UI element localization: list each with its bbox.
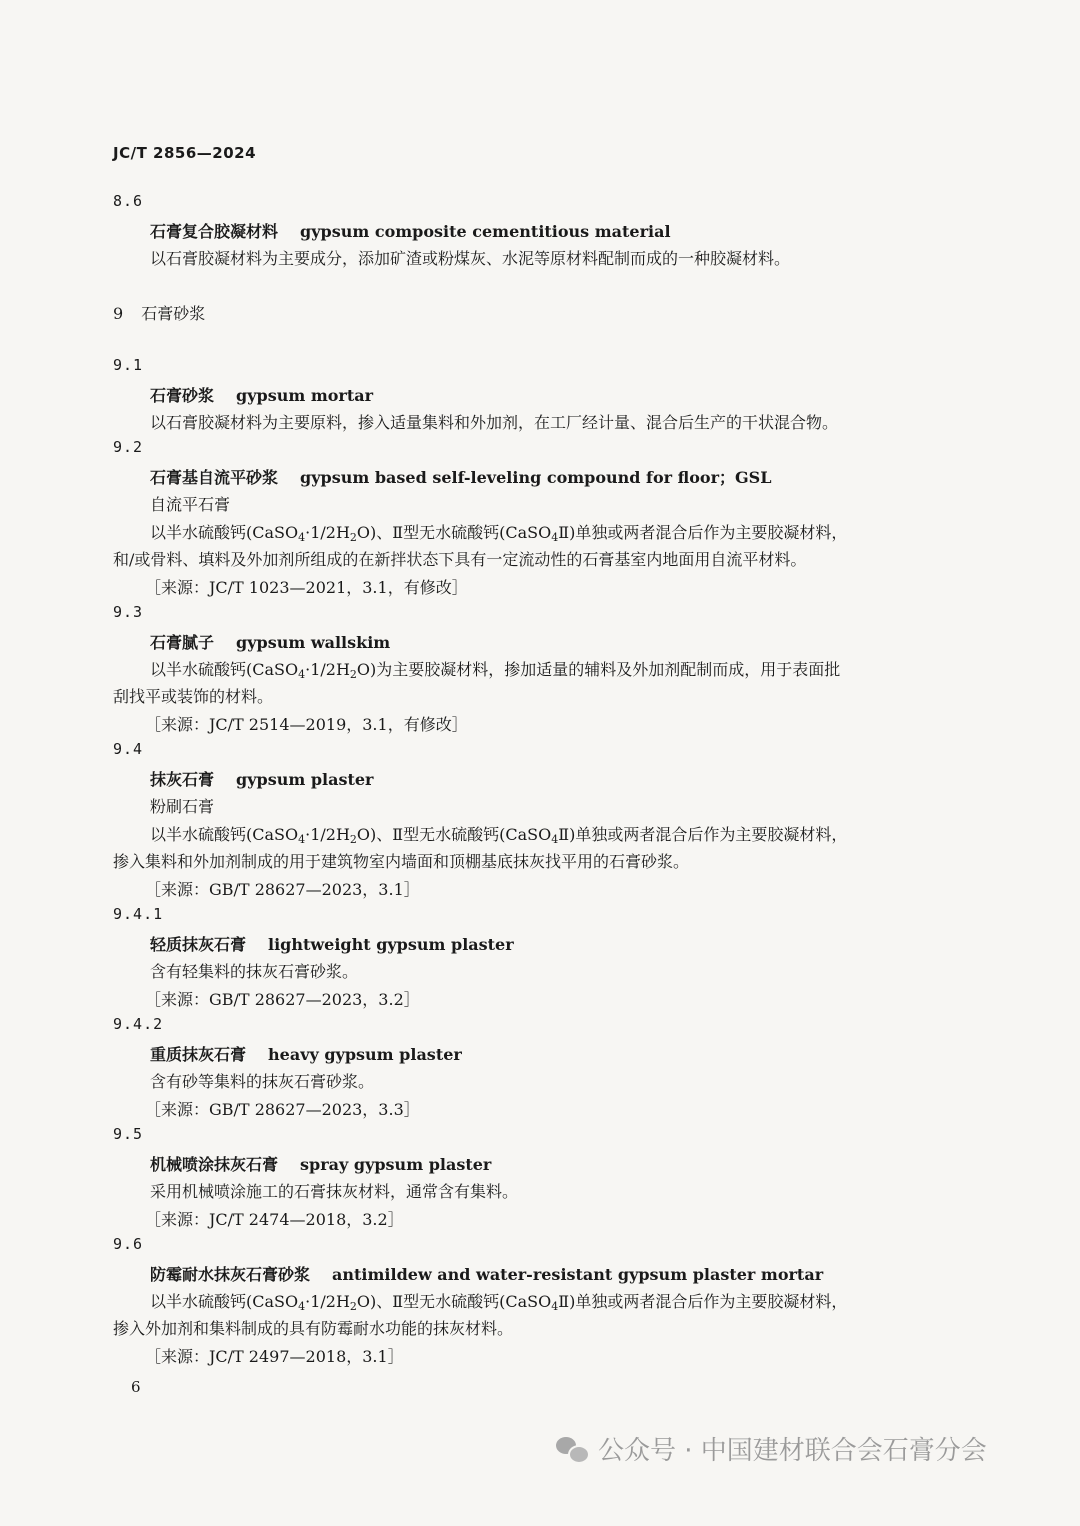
definition-line-1: 以半水硫酸钙$(CaSO_4\cdot 1/2H_2O)$、Ⅱ型无水硫酸钙(CaSO$_4$Ⅱ)单独或两者混合后作为主要胶凝材料，	[150, 523, 848, 544]
term-heading	[150, 1262, 823, 1285]
clause-number: 9.6	[113, 1235, 144, 1253]
term-heading	[150, 630, 390, 653]
definition: 以石膏胶凝材料为主要成分，添加矿渣或粉煤灰、水泥等原材料配制而成的一种胶凝材料。	[150, 249, 791, 268]
definition-line-2: 掺入外加剂和集料制成的具有防霉耐水功能的抹灰材料。	[113, 1319, 514, 1338]
definition-line-2: 掺入集料和外加剂制成的用于建筑物室内墙面和顶棚基底抹灰找平用的石膏砂浆。	[113, 852, 690, 871]
definition-line-1: 以半水硫酸钙$(CaSO_4\cdot 1/2H_2O)$、Ⅱ型无水硫酸钙(CaSO$_4$Ⅱ)单独或两者混合后作为主要胶凝材料，	[150, 825, 848, 846]
term-cn: 机械喷涂抹灰石膏	[150, 1155, 279, 1174]
page-number: 6	[131, 1378, 141, 1396]
watermark	[556, 1430, 987, 1467]
term-cn: 轻质抹灰石膏	[150, 935, 247, 954]
term-en: gypsum composite cementitious material	[300, 222, 671, 241]
term-en: gypsum based self-leveling compound for floor；GSL	[300, 468, 772, 487]
term-cn: 石膏复合胶凝材料	[150, 222, 279, 241]
term-cn: 石膏砂浆	[150, 386, 215, 405]
watermark-text: 公众号 · 中国建材联合会石膏分会	[598, 1436, 987, 1466]
term-en: gypsum wallskim	[236, 633, 391, 652]
term-en: heavy gypsum plaster	[268, 1045, 462, 1064]
source-note: ［来源：GB/T 28627—2023，3.2］	[145, 990, 420, 1009]
clause-number: 9.4.2	[113, 1015, 164, 1033]
source-note: ［来源：GB/T 28627—2023，3.1］	[145, 880, 420, 899]
term-en: antimildew and water-resistant gypsum plaster mortar	[332, 1265, 824, 1284]
source-note: ［来源：JC/T 2514—2019，3.1，有修改］	[145, 715, 468, 734]
term-heading	[150, 219, 671, 242]
definition: 以石膏胶凝材料为主要原料，掺入适量集料和外加剂，在工厂经计量、混合后生产的干状混合物。	[150, 413, 839, 432]
term-en: spray gypsum plaster	[300, 1155, 492, 1174]
definition: 含有轻集料的抹灰石膏砂浆。	[150, 962, 359, 981]
definition-line-2: 和/或骨料、填料及外加剂所组成的在新拌状态下具有一定流动性的石膏基室内地面用自流平材料。	[113, 550, 807, 569]
term-cn: 抹灰石膏	[150, 770, 215, 789]
standard-code: JC/T 2856—2024	[113, 144, 257, 162]
clause-number: 8.6	[113, 192, 144, 210]
term-cn: 防霉耐水抹灰石膏砂浆	[150, 1265, 311, 1284]
source-note: ［来源：JC/T 2474—2018，3.2］	[145, 1210, 404, 1229]
section-title: 石膏砂浆	[141, 304, 206, 323]
wechat-icon	[556, 1435, 588, 1463]
clause-number: 9.5	[113, 1125, 144, 1143]
term-cn: 石膏腻子	[150, 633, 215, 652]
definition-line-1: 以半水硫酸钙$(CaSO_4\cdot 1/2H_2O)$、Ⅱ型无水硫酸钙(CaSO$_4$Ⅱ)单独或两者混合后作为主要胶凝材料，	[150, 1292, 848, 1313]
source-note: ［来源：JC/T 1023—2021，3.1，有修改］	[145, 578, 468, 597]
definition-line-2: 刮找平或装饰的材料。	[113, 687, 274, 706]
term-en: lightweight gypsum plaster	[268, 935, 514, 954]
section-heading	[113, 301, 205, 324]
term-heading	[150, 465, 772, 488]
source-note: ［来源：GB/T 28627—2023，3.3］	[145, 1100, 420, 1119]
section-number: 9	[113, 304, 124, 323]
term-heading	[150, 932, 514, 955]
term-en: gypsum mortar	[236, 386, 374, 405]
alt-term: 自流平石膏	[150, 495, 231, 514]
source-note: ［来源：JC/T 2497—2018，3.1］	[145, 1347, 404, 1366]
term-cn: 石膏基自流平砂浆	[150, 468, 279, 487]
clause-number: 9.4.1	[113, 905, 164, 923]
clause-number: 9.3	[113, 603, 144, 621]
term-cn: 重质抹灰石膏	[150, 1045, 247, 1064]
clause-number: 9.1	[113, 356, 144, 374]
term-en: gypsum plaster	[236, 770, 374, 789]
definition-line-1: 以半水硫酸钙$(CaSO_4\cdot 1/2H_2O)$为主要胶凝材料，掺加适量的辅料及外加剂配制而成，用于表面批	[150, 660, 841, 681]
clause-number: 9.4	[113, 740, 144, 758]
alt-term: 粉刷石膏	[150, 797, 215, 816]
definition: 采用机械喷涂施工的石膏抹灰材料，通常含有集料。	[150, 1182, 519, 1201]
term-heading	[150, 1042, 462, 1065]
definition: 含有砂等集料的抹灰石膏砂浆。	[150, 1072, 375, 1091]
term-heading	[150, 383, 373, 406]
clause-number: 9.2	[113, 438, 144, 456]
term-heading	[150, 767, 373, 790]
term-heading	[150, 1152, 491, 1175]
